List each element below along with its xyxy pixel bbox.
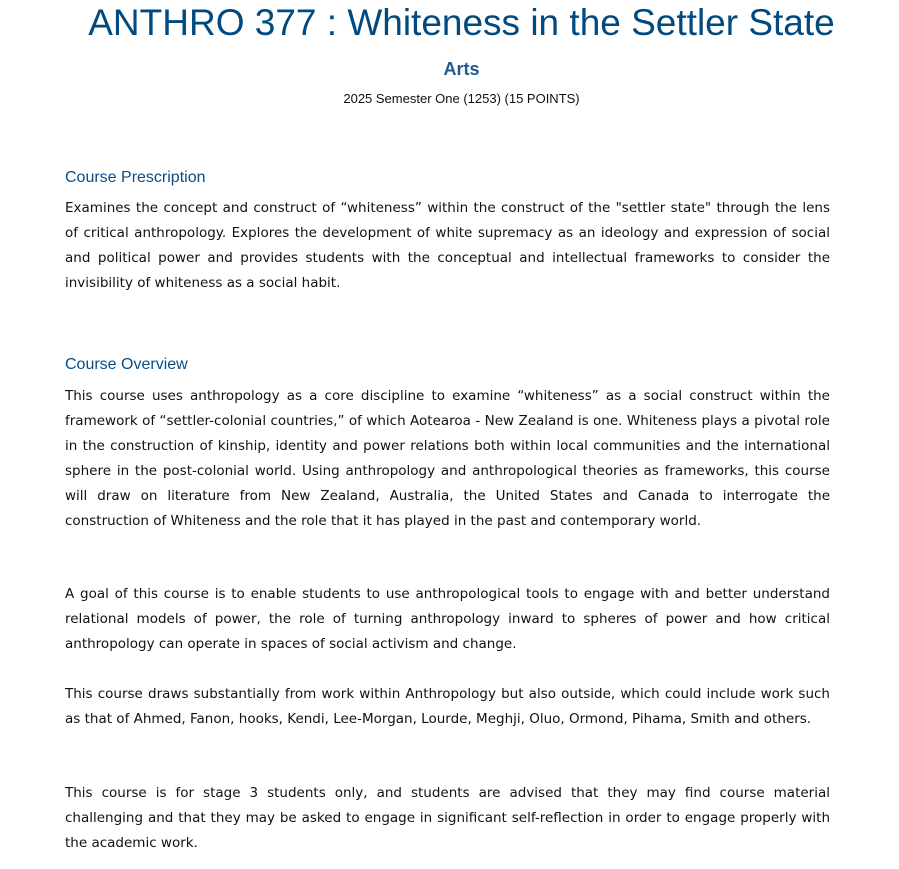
overview-paragraph-3: This course draws substantially from work within Anthropology but also outside, which could include work such as that of Ahmed, Fanon, hooks, Kendi, Lee-Morgan, Lourde, Meghji, Oluo, Ormond, Pihama, Smith and others. <box>65 686 830 727</box>
term-info: 2025 Semester One (1253) (15 POINTS) <box>343 91 580 106</box>
overview-paragraph-1: This course uses anthropology as a core discipline to examine “whiteness” as a social construct within the framework of “settler-colonial countries,” of which Aotearoa - New Zealand is one. Whiteness plays a pivotal role in the construction of kinship, identity and power relations both within local communities and the international sphere in the post-colonial world. Using anthropology and anthropological theories as frameworks, this course will draw on literature from New Zealand, Australia, the United States and Canada to interrogate the construction of Whiteness and the role that it has played in the past and contemporary world. <box>65 388 830 529</box>
overview-paragraph-4: This course is for stage 3 students only, and students are advised that they may find course material challenging and that they may be asked to engage in significant self-reflection in order to engage properly with the academic work. <box>65 785 830 851</box>
faculty-name: Arts <box>443 59 480 79</box>
course-prescription-heading: Course Prescription <box>65 169 206 186</box>
overview-paragraph-2: A goal of this course is to enable students to use anthropological tools to engage with and better understand relational models of power, the role of turning anthropology inward to spheres of power and how critical anthropology can operate in spaces of social activism and change. <box>65 586 830 652</box>
course-prescription-text: Examines the concept and construct of “whiteness” within the construct of the "settler state" through the lens of critical anthropology. Explores the development of white supremacy as an ideology and expression of social and political power and provides students with the conceptual and intellectual frameworks to consider the invisibility of whiteness as a social habit. <box>65 200 830 291</box>
course-overview-heading: Course Overview <box>65 356 188 373</box>
course-title: ANTHRO 377 : Whiteness in the Settler State <box>88 2 835 43</box>
